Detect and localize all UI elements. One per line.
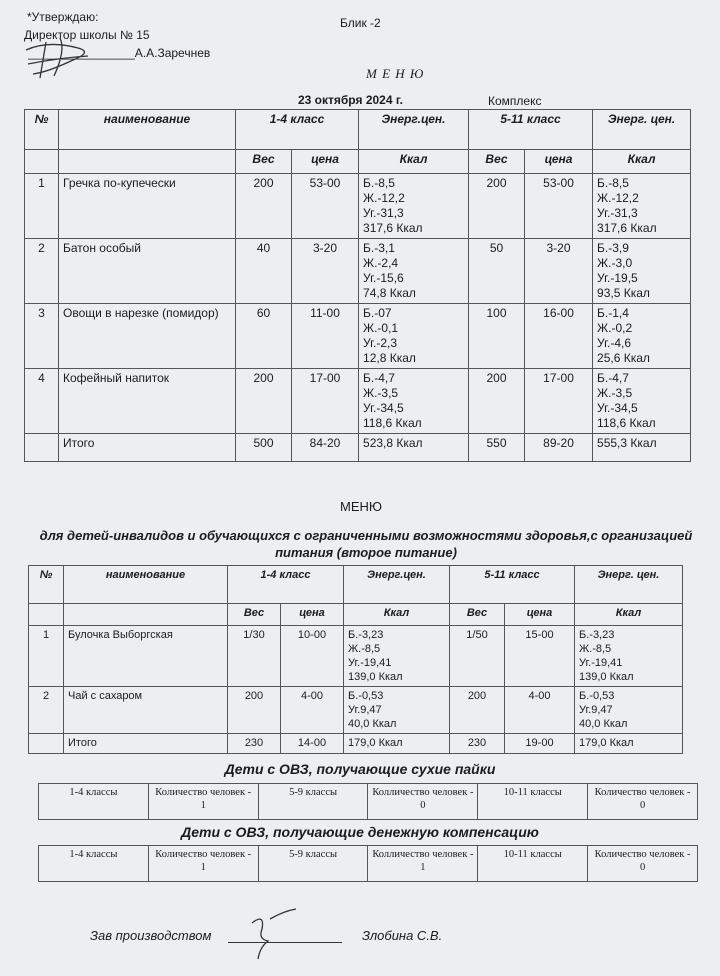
dry-row-cell: 10-11 классы [478,784,588,820]
table2-body [29,626,683,734]
t2-total-w2: 230 [450,734,505,754]
dry-row-cell: Количество человек - 0 [588,784,698,820]
col-energy-2: Энерг. цен. [593,110,691,150]
cell-p1: 17-00 [292,369,359,434]
t2-sub-weight-2: Вес [450,604,505,626]
total-w2: 550 [469,434,525,462]
cell-p1: 3-20 [292,239,359,304]
table2-total-row [29,734,683,754]
sub-price-2: цена [525,150,593,174]
t2-col-energy-1: Энерг.цен. [344,566,450,604]
table2-subheader-row [29,604,683,626]
menu2-title: МЕНЮ [340,499,383,514]
table-row [25,174,691,239]
cell-name: Батон особый [59,239,236,304]
total-p1: 84-20 [292,434,359,462]
cell-w1: 200 [236,174,292,239]
t2-total-w1: 230 [228,734,281,754]
money-comp-table [38,845,698,882]
cell-name: Булочка Выборгская [64,626,228,687]
cell-p2: 17-00 [525,369,593,434]
table-subheader-row [25,150,691,174]
cell-name: Кофейный напиток [59,369,236,434]
cell-e2: Б.-1,4 Ж.-0,2 Уг.-4,6 25,6 Ккал [593,304,691,369]
dry-row-cell: Колличество человек - 0 [368,784,478,820]
cell-w2: 100 [469,304,525,369]
cell-p2: 53-00 [525,174,593,239]
money-row-cell: Колличество человек - 1 [368,846,478,882]
cell-num: 4 [25,369,59,434]
total-e2: 555,3 Ккал [593,434,691,462]
cell-p2: 4-00 [505,687,575,734]
money-row-cell: 5-9 классы [258,846,368,882]
table-row [25,369,691,434]
cell-w1: 200 [236,369,292,434]
money-row-cell: Количество человек - 0 [588,846,698,882]
cell-p1: 11-00 [292,304,359,369]
total-p2: 89-20 [525,434,593,462]
table-row [25,304,691,369]
col-grade-1-4: 1-4 класс [236,110,359,150]
cell-w1: 1/30 [228,626,281,687]
approval-line-1: *Утверждаю: [27,10,99,24]
menu-table-main [24,109,691,462]
cell-w2: 200 [469,369,525,434]
dry-row-cell: 1-4 классы [39,784,149,820]
blik-label: Блик -2 [340,16,381,30]
t2-sub-weight-1: Вес [228,604,281,626]
cell-name: Овощи в нарезке (помидор) [59,304,236,369]
manager-signature [240,905,300,965]
total-label: Итого [59,434,236,462]
col-name: наименование [59,110,236,150]
cell-num: 3 [25,304,59,369]
table2-header-row [29,566,683,604]
footer-role: Зав производством [90,928,212,943]
menu2-subtitle: для детей-инвалидов и обучающихся с ограниченными возможностями здоровья,с организацией питания (второе питание) [39,528,693,560]
sub-kcal-1: Ккал [359,150,469,174]
cell-e1: Б.-3,23 Ж.-8,5 Уг.-19,41 139,0 Ккал [344,626,450,687]
t2-sub-kcal-1: Ккал [344,604,450,626]
col-num: № [25,110,59,150]
money-row-cell: Количество человек - 1 [148,846,258,882]
t2-sub-kcal-2: Ккал [575,604,683,626]
approval-line-3: ________________А.А.Заречнев [28,46,211,60]
t2-col-energy-2: Энерг. цен. [575,566,683,604]
cell-e2: Б.-0,53 Уг.9,47 40,0 Ккал [575,687,683,734]
t2-col-num: № [29,566,64,604]
t2-total-e2: 179,0 Ккал [575,734,683,754]
cell-w1: 200 [228,687,281,734]
money-row-cell: 1-4 классы [39,846,149,882]
table-header-row [25,110,691,150]
cell-num: 1 [25,174,59,239]
cell-w2: 1/50 [450,626,505,687]
sub-kcal-2: Ккал [593,150,691,174]
cell-e2: Б.-4,7 Ж.-3,5 Уг.-34,5 118,6 Ккал [593,369,691,434]
money-comp-title: Дети с ОВЗ, получающие денежную компенсацию [181,824,539,840]
t2-sub-price-2: цена [505,604,575,626]
kompleks-label: Комплекс [488,94,542,108]
cell-num: 2 [25,239,59,304]
total-w1: 500 [236,434,292,462]
menu-table-second [28,565,683,754]
t2-col-grade-1-4: 1-4 класс [228,566,344,604]
total-e1: 523,8 Ккал [359,434,469,462]
cell-e2: Б.-3,23 Ж.-8,5 Уг.-19,41 139,0 Ккал [575,626,683,687]
dry-row-cell: 5-9 классы [258,784,368,820]
cell-num: 2 [29,687,64,734]
cell-e1: Б.-0,53 Уг.9,47 40,0 Ккал [344,687,450,734]
cell-w2: 200 [469,174,525,239]
cell-e1: Б.-8,5 Ж.-12,2 Уг.-31,3 317,6 Ккал [359,174,469,239]
cell-e1: Б.-07 Ж.-0,1 Уг.-2,3 12,8 Ккал [359,304,469,369]
cell-e1: Б.-3,1 Ж.-2,4 Уг.-15,6 74,8 Ккал [359,239,469,304]
cell-p1: 4-00 [281,687,344,734]
cell-w2: 200 [450,687,505,734]
cell-w1: 60 [236,304,292,369]
t2-total-label: Итого [64,734,228,754]
cell-name: Гречка по-купечески [59,174,236,239]
cell-p1: 53-00 [292,174,359,239]
cell-p1: 10-00 [281,626,344,687]
sub-weight-1: Вес [236,150,292,174]
t2-total-p2: 19-00 [505,734,575,754]
cell-e1: Б.-4,7 Ж.-3,5 Уг.-34,5 118,6 Ккал [359,369,469,434]
cell-p2: 16-00 [525,304,593,369]
sub-weight-2: Вес [469,150,525,174]
dry-ration-title: Дети с ОВЗ, получающие сухие пайки [224,761,496,777]
t2-col-name: наименование [64,566,228,604]
cell-name: Чай с сахаром [64,687,228,734]
sub-price-1: цена [292,150,359,174]
cell-e2: Б.-3,9 Ж.-3,0 Уг.-19,5 93,5 Ккал [593,239,691,304]
t2-total-e1: 179,0 Ккал [344,734,450,754]
menu-title: М Е Н Ю [366,66,425,81]
table-row [25,239,691,304]
cell-p2: 3-20 [525,239,593,304]
t2-sub-price-1: цена [281,604,344,626]
t2-col-grade-5-11: 5-11 класс [450,566,575,604]
dry-ration-table [38,783,698,820]
menu-date: 23 октября 2024 г. [298,93,403,107]
director-signature [18,30,108,80]
table-row [29,626,683,687]
money-row-cell: 10-11 классы [478,846,588,882]
cell-e2: Б.-8,5 Ж.-12,2 Уг.-31,3 317,6 Ккал [593,174,691,239]
table-total-row [25,434,691,462]
table-row [29,687,683,734]
cell-w2: 50 [469,239,525,304]
cell-p2: 15-00 [505,626,575,687]
t2-total-p1: 14-00 [281,734,344,754]
cell-w1: 40 [236,239,292,304]
footer-name: Злобина С.В. [362,928,443,943]
dry-ration-row [39,784,698,820]
table1-body [25,174,691,434]
money-comp-row [39,846,698,882]
col-energy-1: Энерг.цен. [359,110,469,150]
col-grade-5-11: 5-11 класс [469,110,593,150]
dry-row-cell: Количество человек - 1 [148,784,258,820]
cell-num: 1 [29,626,64,687]
approval-line-2: Директор школы № 15 [24,28,150,42]
